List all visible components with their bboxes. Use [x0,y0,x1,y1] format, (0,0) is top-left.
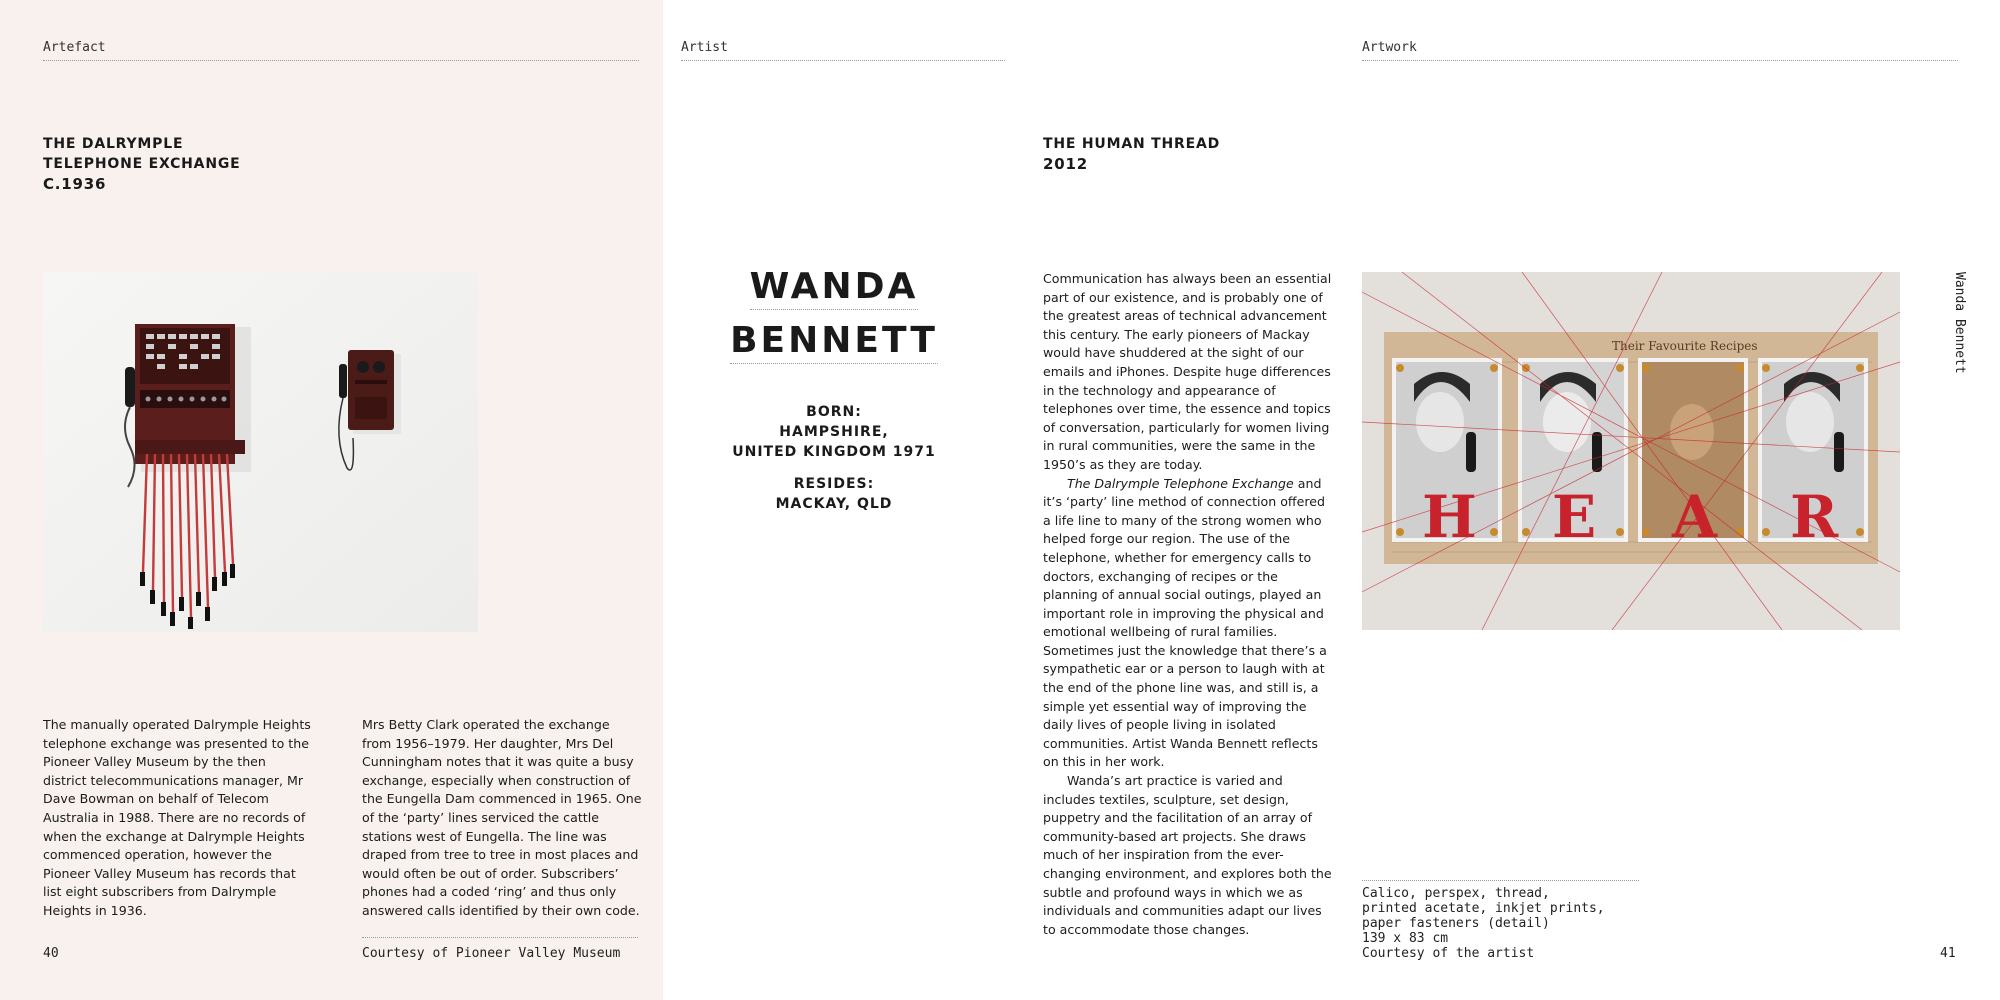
essay-italic-title: The Dalrymple Telephone Exchange [1067,475,1294,491]
born-label: BORN: [806,404,862,420]
artwork-essay [1043,270,1333,939]
caption-line-5: Courtesy of the artist [1362,946,1535,961]
page-number-left: 40 [43,946,59,961]
caption-line-2: printed acetate, inkjet prints, [1362,901,1605,916]
artwork-title-block [1043,134,1220,174]
artist-born-block [663,402,1005,462]
artefact-title-line2: TELEPHONE EXCHANGE [43,156,241,172]
artwork-letter-a: A [1672,483,1718,551]
artist-name [663,262,1005,370]
section-label-artist: Artist [681,40,1319,61]
born-country-year: UNITED KINGDOM 1971 [732,444,936,460]
artist-first-name: WANDA [750,265,919,310]
essay-paragraph-3: Wanda’s art practice is varied and includes textiles, sculpture, set design, puppetry and the facilitation of an array of community-based art projects. She draws much of her inspiration from the ever-changing environment, and explores both the subtle and profound ways in which we as individuals and communities adapt our lives to accommodate those changes. [1043,773,1332,937]
artwork-photo [1362,272,1900,630]
page-number-right: 41 [1940,946,1956,961]
artefact-text-col1: The manually operated Dalrymple Heights telephone exchange was presented to the Pioneer Valley Museum by the then district telecommunications manager, Mr Dave Bowman on behalf of Telecom Australia in 1988. There are no records of when the exchange at Dalrymple Heights commenced operation, however the Pioneer Valley Museum has records that list eight subscribers from Dalrymple Heights in 1936. [43,717,311,918]
artwork-letter-h: H [1422,483,1477,551]
telephone-exchange-photo [43,272,478,632]
caption-divider [1362,880,1639,881]
artwork-letter-e: E [1552,483,1597,551]
vertical-artist-name: Wanda Bennett [1952,272,1967,374]
artefact-year: C.1936 [43,175,107,193]
artwork-letter-r: R [1790,483,1839,551]
caption-line-4: 139 x 83 cm [1362,931,1449,946]
caption-line-3: paper fasteners (detail) [1362,916,1550,931]
caption-line-1: Calico, perspex, thread, [1362,886,1550,901]
essay-paragraph-2 [1043,475,1333,773]
resides-label: RESIDES: [793,476,875,492]
essay-paragraph-2-text: and it’s ‘party’ line method of connection offered a life line to many of the strong women who helped forge our region. The use of the telephone, whether for emergency calls to doctors, exchanging of recipes or the planning of annual social outings, played an important role in improving the physical and emotional wellbeing of rural families. Sometimes just the knowledge that there’s a sympathetic ear or a person to laugh with at the end of the phone line was, and still is, a simple yet essential way of improving the daily lives of people living in isolated communities. Artist Wanda Bennett reflects on this in her work. [1043,475,1327,770]
artefact-title-line1: THE DALRYMPLE [43,136,184,152]
artefact-text-col2: Mrs Betty Clark operated the exchange from 1956–1979. Her daughter, Mrs Del Cunningham notes that it was quite a busy exchange, especially when construction of the Eungella Dam commenced in 1965. One of the ‘party’ lines serviced the cattle stations west of Eungella. The line was draped from tree to tree in most places and would often be out of order. Subscribers’ phones had a coded ‘ring’ and thus only answered calls identified by their own code. [362,717,642,918]
artist-resides-block [663,474,1005,514]
resides-place: MACKAY, QLD [775,496,893,512]
artefact-courtesy: Courtesy of Pioneer Valley Museum [362,946,621,961]
courtesy-divider [362,937,638,938]
artist-last-name: BENNETT [730,319,938,364]
essay-paragraph-1: Communication has always been an essential part of our existence, and is probably one of the greatest areas of technical advancement this century. The early pioneers of Mackay would have shuddered at the sight of our emails and iPhones. Despite huge differences in the technology and appearance of telephones over time, the essence and topics of conversation, particularly for women living in rural communities, were the same in the 1950’s as they are today. [1043,271,1332,472]
artwork-year: 2012 [1043,155,1088,173]
artwork-header-text: Their Favourite Recipes [1612,339,1758,353]
section-label-artefact: Artefact [43,40,639,61]
born-place: HAMPSHIRE, [779,424,889,440]
artefact-title [43,134,241,194]
artwork-caption [1362,886,1605,961]
artwork-title: THE HUMAN THREAD [1043,136,1221,152]
section-label-artwork: Artwork [1362,40,1958,61]
